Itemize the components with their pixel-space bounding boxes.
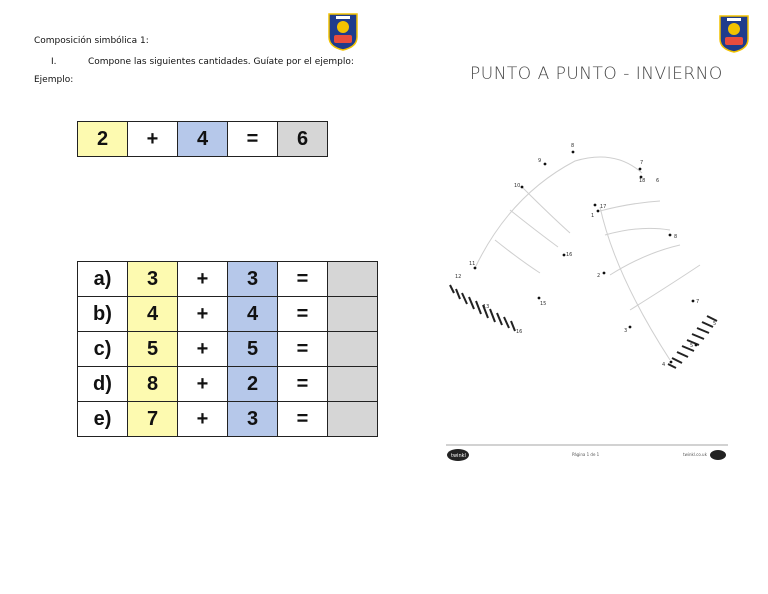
svg-text:6: 6: [656, 178, 660, 184]
exercise-label: b): [78, 297, 128, 332]
school-logo-left: [328, 13, 358, 51]
svg-text:15: 15: [540, 301, 547, 307]
dot-to-dot-drawing: [440, 135, 740, 380]
example-equals-sign: =: [228, 122, 278, 157]
svg-text:1: 1: [591, 213, 595, 219]
exercise-answer-box[interactable]: [328, 402, 378, 437]
example-equation: [77, 121, 328, 157]
numbered-dots: [474, 151, 698, 364]
exercise-plus-sign: +: [178, 297, 228, 332]
worksheet-footer: [446, 443, 728, 465]
exercise-addend-a: 8: [128, 367, 178, 402]
earmuff-pads: [450, 285, 717, 368]
exercise-addend-a: 4: [128, 297, 178, 332]
exercise-plus-sign: +: [178, 367, 228, 402]
example-addend-a: 2: [78, 122, 128, 157]
exercise-addend-a: 5: [128, 332, 178, 367]
dot-to-dot-title: PUNTO A PUNTO - INVIERNO: [470, 64, 723, 84]
example-addend-b: 4: [178, 122, 228, 157]
svg-text:18: 18: [639, 178, 646, 184]
footer-url: twinkl.co.uk: [683, 452, 707, 457]
example-plus-sign: +: [128, 122, 178, 157]
exercise-label: e): [78, 402, 128, 437]
exercise-addend-b: 5: [228, 332, 278, 367]
worksheet-heading: Composición simbólica 1:: [34, 36, 149, 46]
exercise-equals-sign: =: [278, 402, 328, 437]
svg-text:4: 4: [662, 362, 666, 368]
item-number: I.: [51, 57, 57, 67]
twinkl-logo-right: [710, 450, 726, 460]
exercise-row: [78, 332, 378, 367]
svg-text:16: 16: [516, 329, 523, 335]
svg-text:5: 5: [690, 343, 694, 349]
instruction-text: Compone las siguientes cantidades. Guíate por el ejemplo:: [88, 57, 354, 67]
exercise-equals-sign: =: [278, 332, 328, 367]
exercise-addend-b: 3: [228, 402, 278, 437]
svg-text:8: 8: [674, 234, 678, 240]
svg-text:8: 8: [571, 143, 575, 149]
exercise-row: [78, 262, 378, 297]
svg-text:7: 7: [696, 299, 700, 305]
exercise-answer-box[interactable]: [328, 297, 378, 332]
twinkl-logo-text: twinkl: [451, 453, 466, 459]
exercise-addend-b: 4: [228, 297, 278, 332]
earmuff-guide-lines: [475, 157, 700, 360]
svg-text:5: 5: [713, 321, 717, 327]
exercise-plus-sign: +: [178, 262, 228, 297]
exercise-answer-box[interactable]: [328, 367, 378, 402]
svg-text:2: 2: [597, 273, 601, 279]
example-label: Ejemplo:: [34, 75, 74, 85]
svg-text:10: 10: [514, 183, 521, 189]
exercise-plus-sign: +: [178, 402, 228, 437]
exercise-addend-b: 3: [228, 262, 278, 297]
svg-text:3: 3: [624, 328, 628, 334]
exercise-table: [77, 261, 378, 437]
exercise-label: d): [78, 367, 128, 402]
exercise-addend-a: 3: [128, 262, 178, 297]
svg-text:12: 12: [455, 274, 462, 280]
exercise-addend-b: 2: [228, 367, 278, 402]
exercise-row: [78, 402, 378, 437]
exercise-row: [78, 367, 378, 402]
exercise-plus-sign: +: [178, 332, 228, 367]
dot-labels: [455, 143, 716, 368]
school-logo-right: [719, 15, 749, 53]
exercise-label: a): [78, 262, 128, 297]
svg-text:13: 13: [483, 304, 490, 310]
svg-text:17: 17: [600, 204, 607, 210]
exercise-row: [78, 297, 378, 332]
footer-page-number: Página 1 de 1: [572, 452, 600, 457]
exercise-equals-sign: =: [278, 297, 328, 332]
example-result: 6: [278, 122, 328, 157]
svg-text:11: 11: [469, 261, 476, 267]
exercise-label: c): [78, 332, 128, 367]
exercise-answer-box[interactable]: [328, 262, 378, 297]
svg-text:9: 9: [538, 158, 542, 164]
exercise-equals-sign: =: [278, 367, 328, 402]
exercise-addend-a: 7: [128, 402, 178, 437]
exercise-equals-sign: =: [278, 262, 328, 297]
svg-text:16: 16: [566, 252, 573, 258]
exercise-answer-box[interactable]: [328, 332, 378, 367]
svg-text:7: 7: [640, 160, 644, 166]
